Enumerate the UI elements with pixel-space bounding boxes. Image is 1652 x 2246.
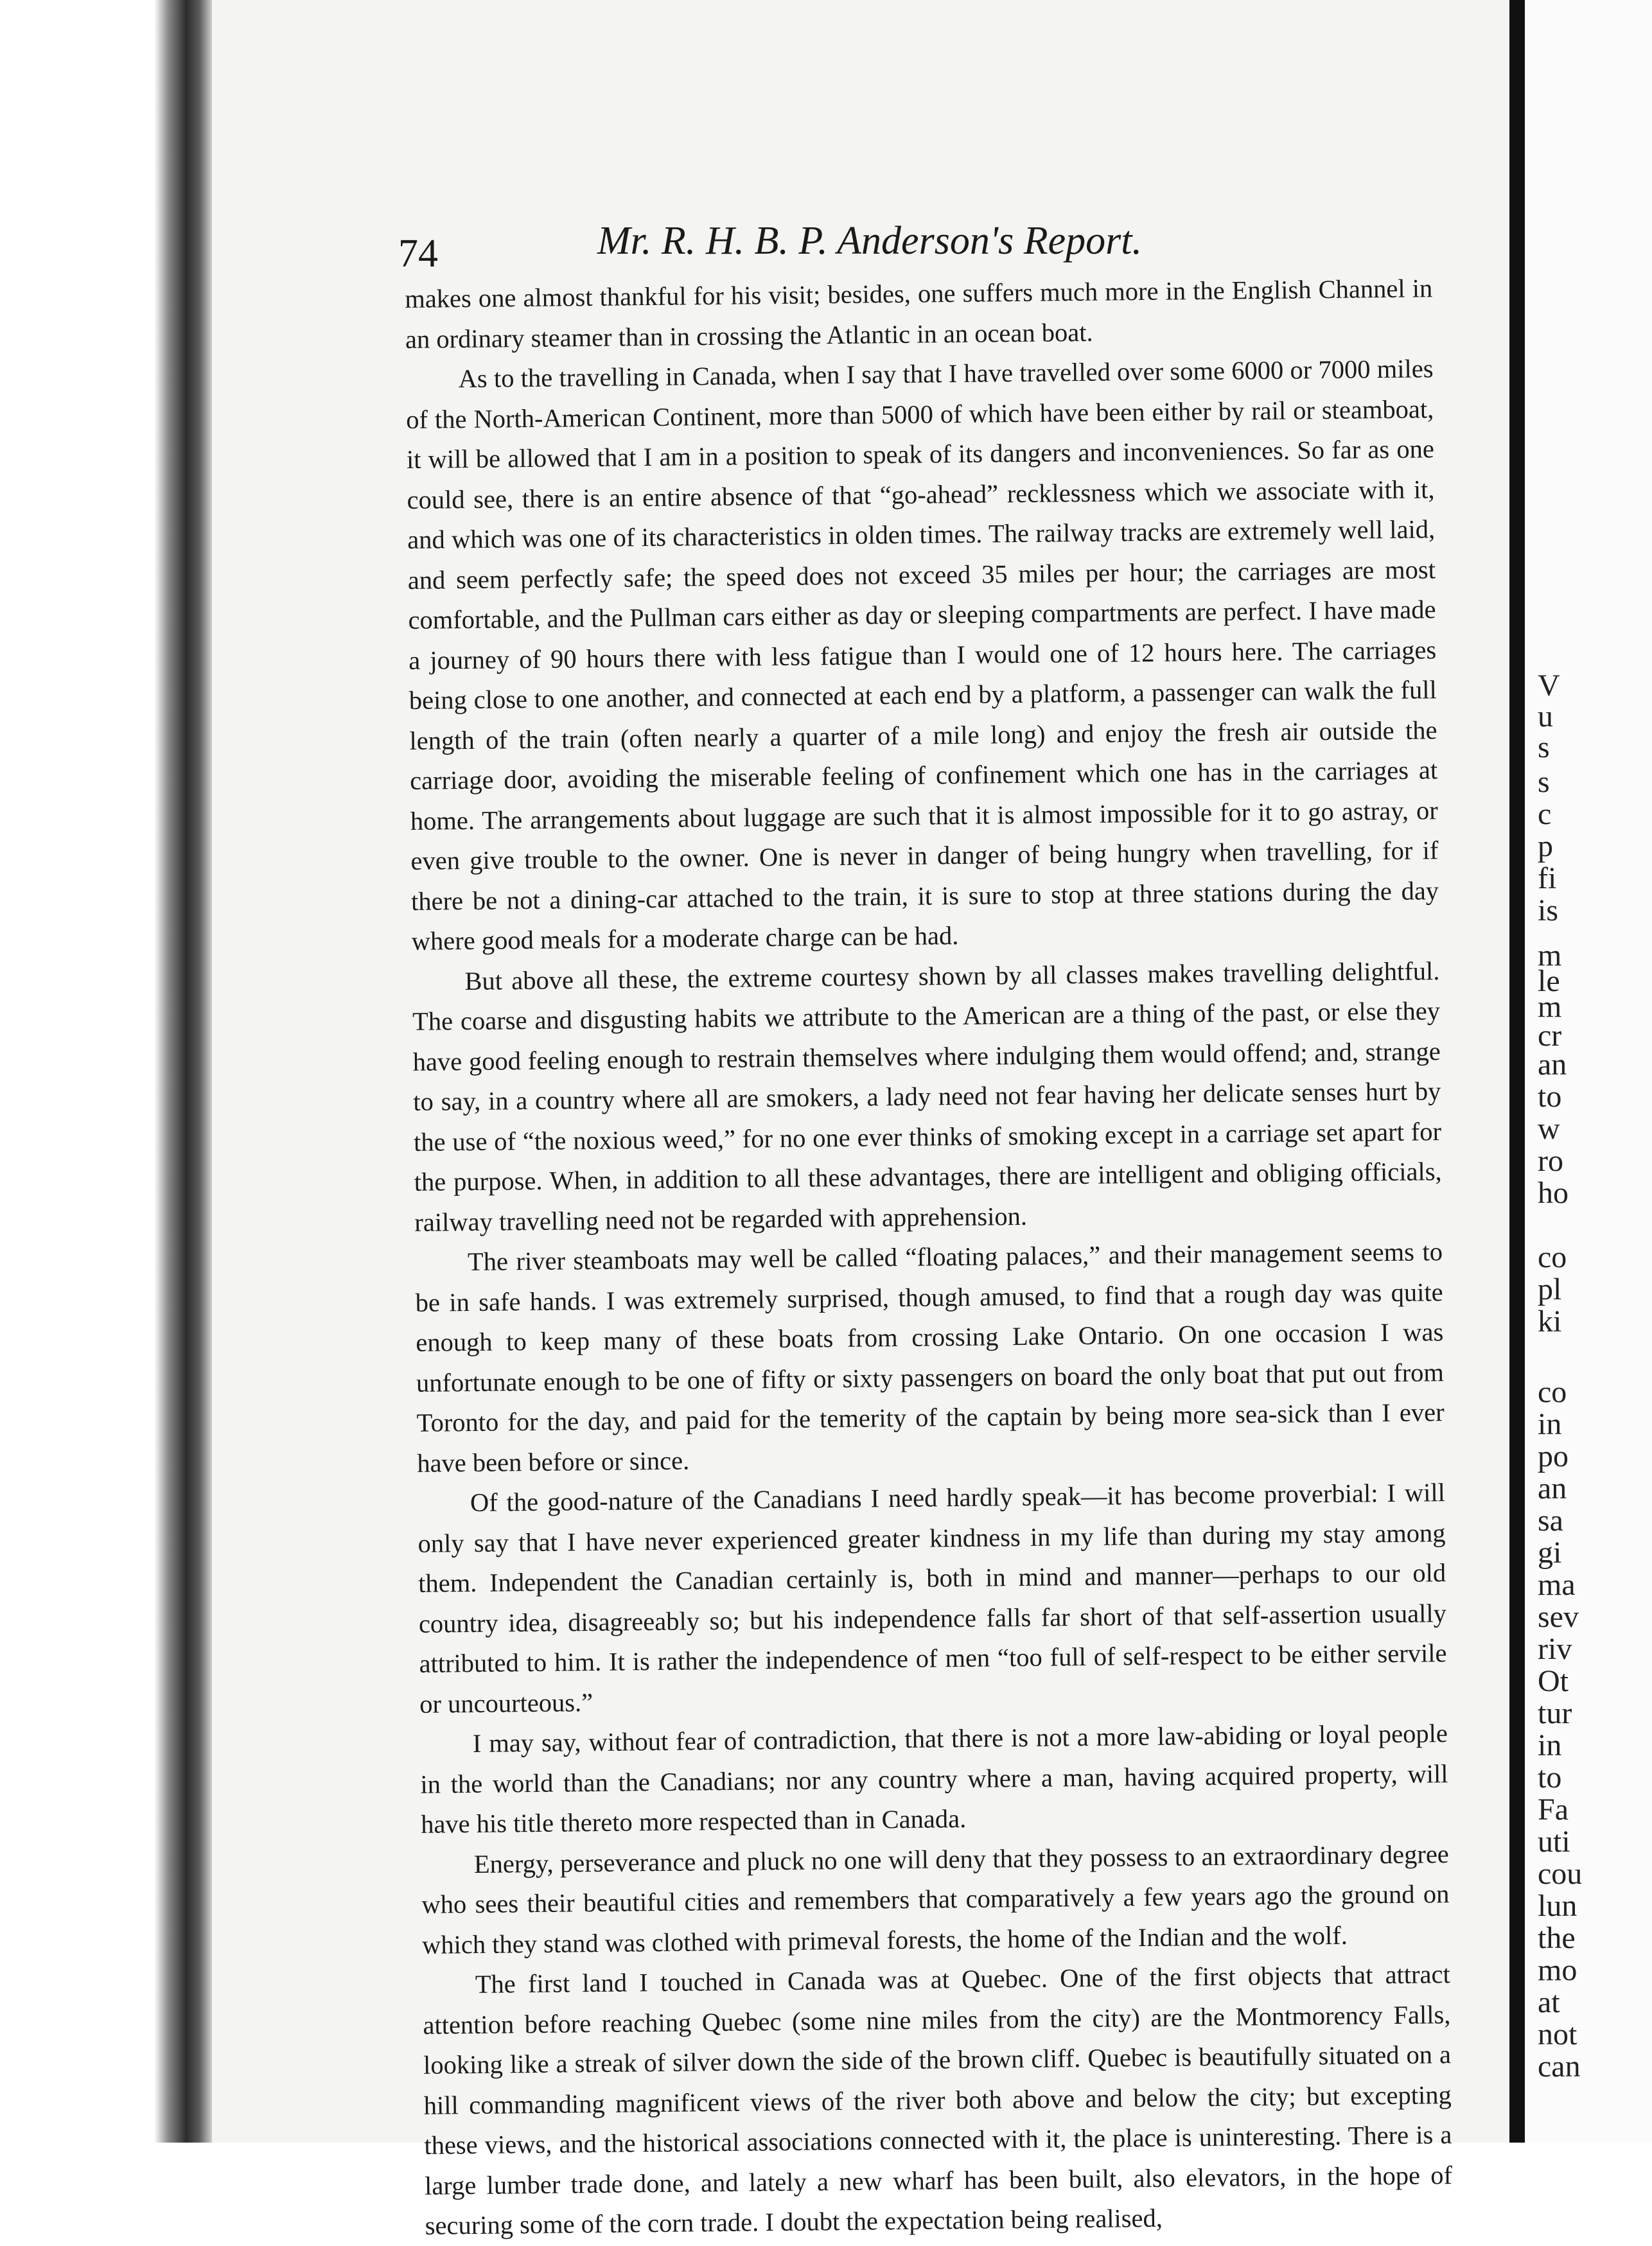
facing-page-fragment: in (1538, 1728, 1562, 1762)
facing-page-fragment: an (1538, 1471, 1567, 1505)
facing-page-fragment: to (1538, 1080, 1562, 1114)
facing-page-fragment: p (1538, 829, 1553, 863)
facing-page-fragment: at (1538, 1985, 1560, 2019)
facing-page-fragment: sev (1538, 1600, 1579, 1634)
paragraph: makes one almost thankful for his visit; besides, one suffers much more in the English Channel in an ordinary steamer than in crossing the Atlantic in an ocean boat. (405, 274, 1433, 354)
facing-page-fragment: riv (1538, 1632, 1572, 1666)
page-header (398, 218, 1233, 276)
facing-page-edge (1525, 0, 1652, 2143)
facing-page-fragment: cou (1538, 1857, 1583, 1891)
facing-page-fragment: lun (1538, 1889, 1577, 1923)
facing-page-fragment: le (1538, 964, 1560, 998)
facing-page-fragment: to (1538, 1760, 1562, 1794)
facing-page-fragment: m (1538, 990, 1562, 1024)
facing-page-fragment: pl (1538, 1272, 1562, 1306)
facing-page-fragment: sa (1538, 1504, 1563, 1538)
facing-page-fragment: an (1538, 1048, 1567, 1082)
facing-page-fragment: cr (1538, 1019, 1562, 1053)
facing-page-fragment: mo (1538, 1953, 1577, 1987)
paragraph: Energy, perseverance and pluck no one will deny that they possess to an extraordinary degree who sees their beautiful cities and remembers that comparatively a few years ago the ground on which they stand was clothed with primeval forests, the home of the Indian and the wolf. (421, 1839, 1450, 1960)
facing-page-fragment: c (1538, 797, 1552, 831)
facing-page-fragment: s (1538, 765, 1550, 799)
page-number: 74 (398, 232, 438, 276)
facing-page-fragment: the (1538, 1921, 1576, 1955)
facing-page-fragment: gi (1538, 1536, 1562, 1570)
facing-page-fragment: Fa (1538, 1793, 1569, 1827)
facing-page-fragment: in (1538, 1407, 1562, 1441)
facing-page-fragment: V (1538, 669, 1560, 703)
facing-page-fragment: ro (1538, 1144, 1563, 1178)
facing-page-fragment: can (1538, 2049, 1581, 2084)
facing-page-fragment: tur (1538, 1696, 1572, 1730)
facing-page-fragment: not (1538, 2017, 1577, 2051)
facing-page-fragment: co (1538, 1375, 1567, 1409)
paragraph: The first land I touched in Canada was at Quebec. One of the first objects that attract attention before reaching Quebec (some nine miles from the city) are the Montmorency Falls, looking like a streak of silver down the side of the brown cliff. Quebec is beautifully situated on a hill commanding magnificent views of the river both above and below the city; but excepting these views, and the historical associations connected with it, the place is uninteresting. There is a large lumber trade done, and lately a new wharf has been built, also elevators, in the hope of securing some of the corn trade. I doubt the expectation being realised, (423, 1960, 1453, 2240)
paragraph: The river steamboats may well be called “floating palaces,” and their management seems to be in safe hands. I was extremely surprised, though amused, to find that a rough day was quite enough to keep many of these boats from crossing Lake Ontario. On one occasion I was unfortunate enough to be one of fifty or sixty passengers on board the only boat that put out from Toronto for the day, and paid for the temerity of the captain by being more sea-sick than I ever have been before or since. (415, 1237, 1445, 1478)
facing-page-fragment: ki (1538, 1304, 1562, 1338)
facing-page-fragment: ma (1538, 1568, 1576, 1602)
running-title: Mr. R. H. B. P. Anderson's Report. (597, 219, 1142, 263)
facing-page-fragment: co (1538, 1240, 1567, 1274)
paragraph: I may say, without fear of contradiction, that there is not a more law-abiding or loyal people in the world than the Canadians; nor any country where a man, having acquired property, will have his title thereto more respected than in Canada. (420, 1719, 1448, 1839)
paragraph: As to the travelling in Canada, when I say that I have travelled over some 6000 or 7000 miles of the North-American Continent, more than 5000 of which have been either by rail or steamboat, it will be allowed that I am in a position to speak of its dangers and inconveniences. So far as one could see, there is an entire absence of that “go-ahead” recklessness which we associate with it, and which was one of its characteristics in olden times. The railway tracks are extremely well laid, and seem perfectly safe; the speed does not exceed 35 miles per hour; the carriages are most comfortable, and the Pullman cars either as day or sleeping compartments are perfect. I have made a journey of 90 hours there with less fatigue than I would one of 12 hours here. The carriages being close to one another, and connected at each end by a platform, a passenger can walk the full length of the train (often nearly a quarter of a mile long) and enjoy the fresh air outside the carriage door, avoiding the miserable feeling of confinement which one has in the carriages at home. The arrangements about luggage are such that it is almost impossible for it to go astray, or even give trouble to the owner. One is never in danger of being hungry when travelling, for if there be not a dining-car attached to the train, it is sure to stop at three stations during the day where good meals for a moderate charge can be had. (406, 354, 1439, 956)
facing-page-fragment: is (1538, 893, 1559, 927)
facing-page-fragment: po (1538, 1439, 1569, 1473)
facing-page-fragment: Ot (1538, 1664, 1569, 1698)
facing-page-fragment: ho (1538, 1176, 1569, 1210)
body-text (405, 268, 1453, 2246)
page-edge-divider (1509, 0, 1525, 2143)
facing-page-fragment: w (1538, 1112, 1560, 1146)
facing-page-fragment: u (1538, 699, 1553, 733)
facing-page-fragment: m (1538, 938, 1562, 972)
book-spine-gutter (0, 0, 212, 2143)
facing-page-fragment: s (1538, 730, 1550, 764)
facing-page-fragment: uti (1538, 1825, 1570, 1859)
paragraph: But above all these, the extreme courtesy shown by all classes makes travelling delightful. The coarse and disgusting habits we attribute to the American are a thing of the past, or else they have good feeling enough to restrain themselves where indulging them would offend; and, strange to say, in a country where all are smokers, a lady need not fear having her delicate senses hurt by the use of “the noxious weed,” for no one ever thinks of smoking except in a carriage set apart for the purpose. When, in addition to all these advantages, there are intelligent and obliging officials, railway travelling need not be regarded with apprehension. (412, 956, 1442, 1237)
paragraph: Of the good-nature of the Canadians I need hardly speak—it has become proverbial: I will only say that I have never experienced greater kindness in my life than during my stay among them. Independent the Canadian certainly is, both in mind and manner—perhaps to our old country idea, disagreeably so; but his independence falls far short of that self-assertion usually attributed to him. It is rather the independence of men “too full of self-respect to be either servile or uncourteous.” (417, 1478, 1447, 1719)
facing-page-fragment: fi (1538, 861, 1557, 895)
